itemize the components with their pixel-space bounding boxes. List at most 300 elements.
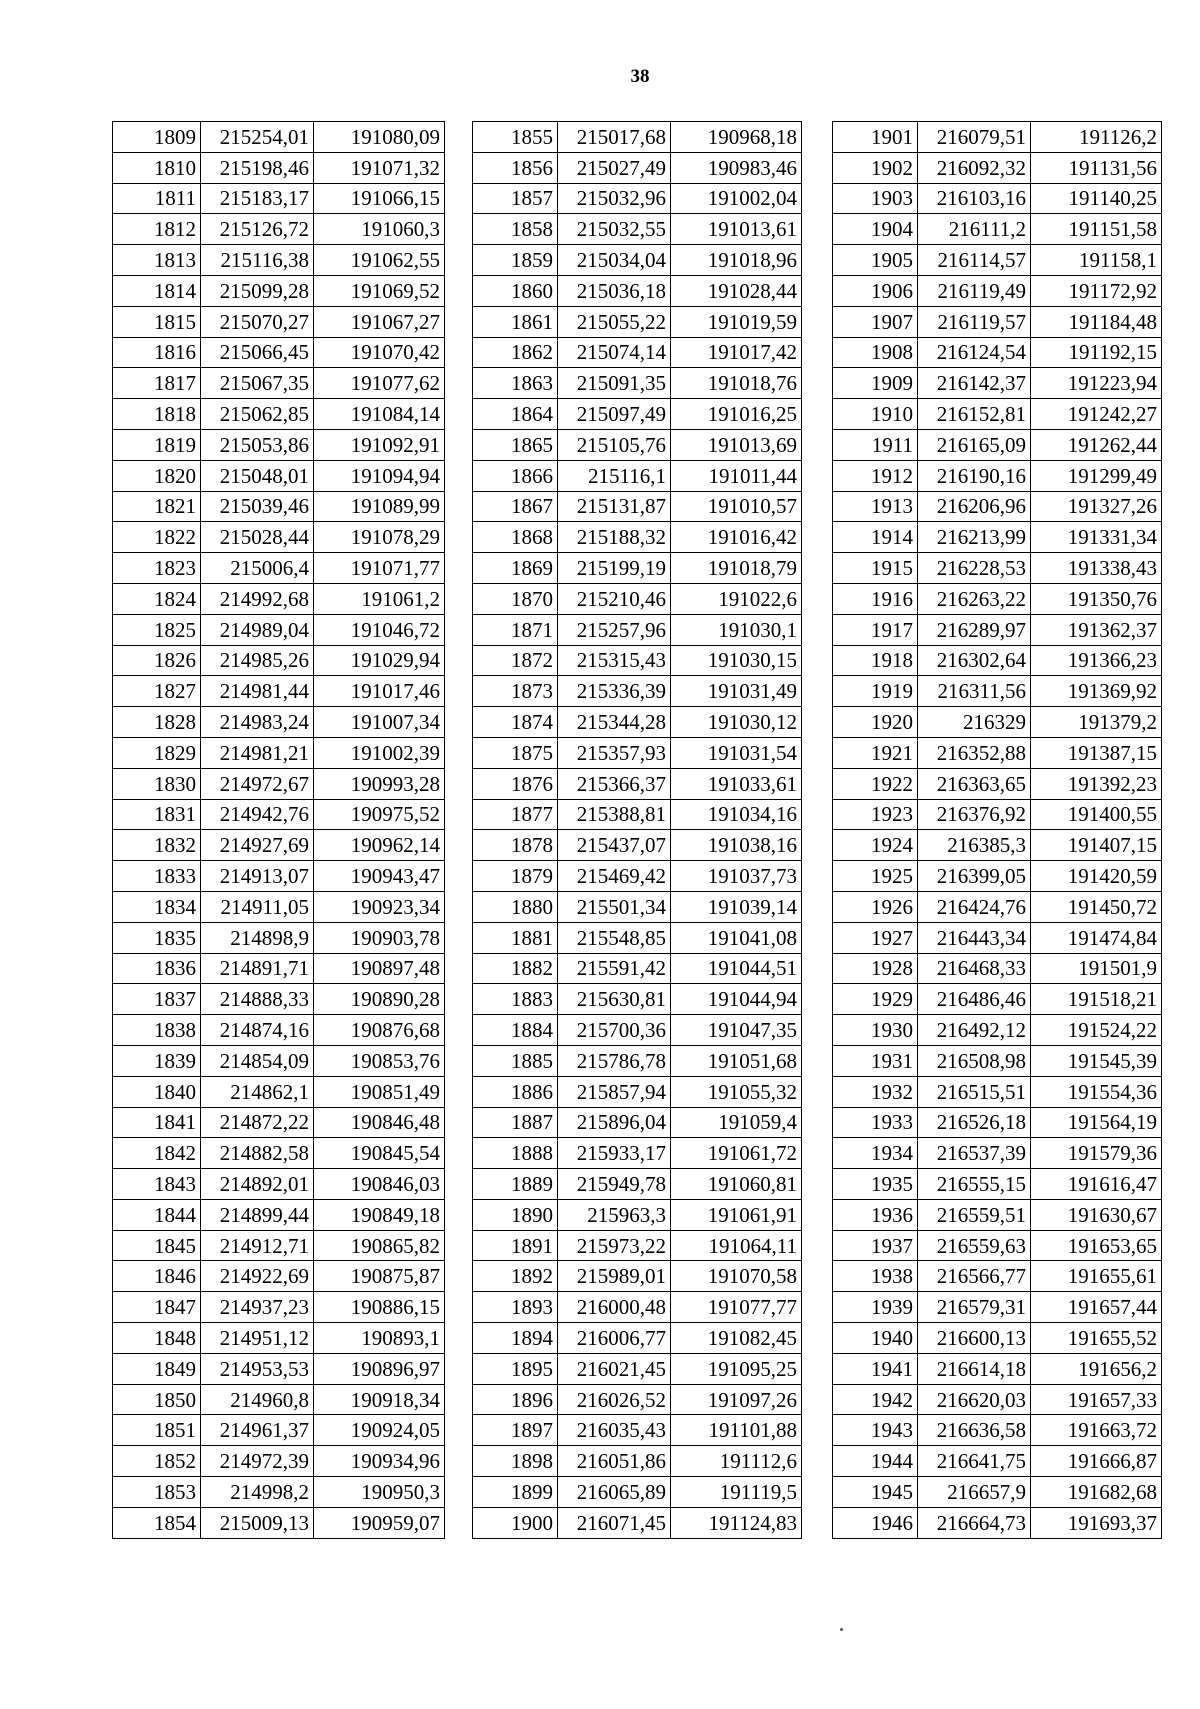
point-number-cell: 1901 (833, 122, 918, 153)
x-coordinate-cell: 215896,04 (558, 1107, 671, 1138)
table-row (473, 830, 802, 861)
table-row (473, 214, 802, 245)
point-number-cell: 1935 (833, 1169, 918, 1200)
x-coordinate-cell: 216555,15 (918, 1169, 1031, 1200)
point-number-cell: 1944 (833, 1446, 918, 1477)
point-number-cell: 1844 (113, 1199, 201, 1230)
y-coordinate-cell: 190853,76 (314, 1045, 445, 1076)
x-coordinate-cell: 216579,31 (918, 1292, 1031, 1323)
y-coordinate-cell: 191061,91 (671, 1199, 802, 1230)
y-coordinate-cell: 191038,16 (671, 830, 802, 861)
table-row (473, 1015, 802, 1046)
point-number-cell: 1828 (113, 707, 201, 738)
table-row (473, 1384, 802, 1415)
point-number-cell: 1906 (833, 275, 918, 306)
x-coordinate-cell: 216559,63 (918, 1230, 1031, 1261)
y-coordinate-cell: 191060,81 (671, 1169, 802, 1200)
point-number-cell: 1941 (833, 1353, 918, 1384)
x-coordinate-cell: 214953,53 (201, 1353, 314, 1384)
table-row (833, 399, 1162, 430)
table-row (833, 861, 1162, 892)
point-number-cell: 1853 (113, 1477, 201, 1508)
x-coordinate-cell: 216657,9 (918, 1477, 1031, 1508)
point-number-cell: 1843 (113, 1169, 201, 1200)
table-row (113, 275, 445, 306)
table-row (833, 583, 1162, 614)
y-coordinate-cell: 191657,44 (1031, 1292, 1162, 1323)
x-coordinate-cell: 214862,1 (201, 1076, 314, 1107)
point-number-cell: 1908 (833, 337, 918, 368)
y-coordinate-cell: 191092,91 (314, 429, 445, 460)
table-row (833, 1292, 1162, 1323)
x-coordinate-cell: 214872,22 (201, 1107, 314, 1138)
y-coordinate-cell: 191044,94 (671, 984, 802, 1015)
point-number-cell: 1860 (473, 275, 558, 306)
point-number-cell: 1865 (473, 429, 558, 460)
point-number-cell: 1840 (113, 1076, 201, 1107)
point-number-cell: 1849 (113, 1353, 201, 1384)
y-coordinate-cell: 191474,84 (1031, 922, 1162, 953)
point-number-cell: 1816 (113, 337, 201, 368)
coordinates-table-2 (472, 121, 802, 1539)
point-number-cell: 1842 (113, 1138, 201, 1169)
point-number-cell: 1809 (113, 122, 201, 153)
x-coordinate-cell: 216079,51 (918, 122, 1031, 153)
point-number-cell: 1896 (473, 1384, 558, 1415)
y-coordinate-cell: 191327,26 (1031, 491, 1162, 522)
table-row (113, 922, 445, 953)
x-coordinate-cell: 216142,37 (918, 368, 1031, 399)
table-row (113, 1353, 445, 1384)
table-row (833, 1477, 1162, 1508)
point-number-cell: 1903 (833, 183, 918, 214)
point-number-cell: 1927 (833, 922, 918, 953)
x-coordinate-cell: 215074,14 (558, 337, 671, 368)
table-row (833, 707, 1162, 738)
table-row (473, 1199, 802, 1230)
y-coordinate-cell: 191067,27 (314, 306, 445, 337)
table-row (833, 183, 1162, 214)
x-coordinate-cell: 214892,01 (201, 1169, 314, 1200)
point-number-cell: 1929 (833, 984, 918, 1015)
table-row (473, 152, 802, 183)
x-coordinate-cell: 214972,67 (201, 768, 314, 799)
y-coordinate-cell: 191047,35 (671, 1015, 802, 1046)
point-number-cell: 1829 (113, 737, 201, 768)
x-coordinate-cell: 215188,32 (558, 522, 671, 553)
x-coordinate-cell: 216119,49 (918, 275, 1031, 306)
table-row (113, 429, 445, 460)
x-coordinate-cell: 214874,16 (201, 1015, 314, 1046)
point-number-cell: 1862 (473, 337, 558, 368)
table-row (833, 460, 1162, 491)
table-row (473, 984, 802, 1015)
table-row (473, 645, 802, 676)
table-row (833, 891, 1162, 922)
y-coordinate-cell: 191579,36 (1031, 1138, 1162, 1169)
point-number-cell: 1848 (113, 1323, 201, 1354)
point-number-cell: 1859 (473, 245, 558, 276)
point-number-cell: 1813 (113, 245, 201, 276)
point-number-cell: 1884 (473, 1015, 558, 1046)
table-row (113, 614, 445, 645)
point-number-cell: 1811 (113, 183, 201, 214)
table-row (833, 368, 1162, 399)
x-coordinate-cell: 216111,2 (918, 214, 1031, 245)
y-coordinate-cell: 190846,48 (314, 1107, 445, 1138)
point-number-cell: 1875 (473, 737, 558, 768)
x-coordinate-cell: 216352,88 (918, 737, 1031, 768)
point-number-cell: 1854 (113, 1507, 201, 1538)
x-coordinate-cell: 215032,96 (558, 183, 671, 214)
point-number-cell: 1920 (833, 707, 918, 738)
x-coordinate-cell: 215989,01 (558, 1261, 671, 1292)
y-coordinate-cell: 191158,1 (1031, 245, 1162, 276)
x-coordinate-cell: 215062,85 (201, 399, 314, 430)
x-coordinate-cell: 215055,22 (558, 306, 671, 337)
table-row (833, 522, 1162, 553)
point-number-cell: 1894 (473, 1323, 558, 1354)
table-row (113, 645, 445, 676)
x-coordinate-cell: 215591,42 (558, 953, 671, 984)
table-row (113, 1199, 445, 1230)
y-coordinate-cell: 191011,44 (671, 460, 802, 491)
table-row (113, 707, 445, 738)
y-coordinate-cell: 190876,68 (314, 1015, 445, 1046)
table-row (833, 799, 1162, 830)
table-row (113, 368, 445, 399)
table-row (833, 1169, 1162, 1200)
table-row (473, 737, 802, 768)
point-number-cell: 1874 (473, 707, 558, 738)
x-coordinate-cell: 215116,1 (558, 460, 671, 491)
x-coordinate-cell: 215949,78 (558, 1169, 671, 1200)
point-number-cell: 1893 (473, 1292, 558, 1323)
stray-mark (840, 1628, 843, 1631)
x-coordinate-cell: 215066,45 (201, 337, 314, 368)
table-row (473, 799, 802, 830)
table-row (113, 830, 445, 861)
x-coordinate-cell: 216566,77 (918, 1261, 1031, 1292)
point-number-cell: 1834 (113, 891, 201, 922)
x-coordinate-cell: 215315,43 (558, 645, 671, 676)
point-number-cell: 1881 (473, 922, 558, 953)
y-coordinate-cell: 191070,58 (671, 1261, 802, 1292)
y-coordinate-cell: 190875,87 (314, 1261, 445, 1292)
point-number-cell: 1934 (833, 1138, 918, 1169)
y-coordinate-cell: 191151,58 (1031, 214, 1162, 245)
point-number-cell: 1852 (113, 1446, 201, 1477)
table-row (833, 1415, 1162, 1446)
y-coordinate-cell: 191017,46 (314, 676, 445, 707)
table-row (833, 1353, 1162, 1384)
x-coordinate-cell: 215070,27 (201, 306, 314, 337)
y-coordinate-cell: 191350,76 (1031, 583, 1162, 614)
table-row (113, 460, 445, 491)
x-coordinate-cell: 215857,94 (558, 1076, 671, 1107)
point-number-cell: 1913 (833, 491, 918, 522)
table-row (833, 614, 1162, 645)
table-row (473, 306, 802, 337)
y-coordinate-cell: 191080,09 (314, 122, 445, 153)
table-row (113, 891, 445, 922)
x-coordinate-cell: 215039,46 (201, 491, 314, 522)
y-coordinate-cell: 191518,21 (1031, 984, 1162, 1015)
x-coordinate-cell: 215388,81 (558, 799, 671, 830)
point-number-cell: 1879 (473, 861, 558, 892)
x-coordinate-cell: 215336,39 (558, 676, 671, 707)
table-row (473, 861, 802, 892)
y-coordinate-cell: 191061,72 (671, 1138, 802, 1169)
point-number-cell: 1899 (473, 1477, 558, 1508)
table-row (113, 676, 445, 707)
y-coordinate-cell: 191018,96 (671, 245, 802, 276)
table-row (113, 214, 445, 245)
y-coordinate-cell: 190890,28 (314, 984, 445, 1015)
x-coordinate-cell: 216006,77 (558, 1323, 671, 1354)
x-coordinate-cell: 216486,46 (918, 984, 1031, 1015)
x-coordinate-cell: 214985,26 (201, 645, 314, 676)
table-row (833, 491, 1162, 522)
point-number-cell: 1932 (833, 1076, 918, 1107)
x-coordinate-cell: 216026,52 (558, 1384, 671, 1415)
y-coordinate-cell: 191379,2 (1031, 707, 1162, 738)
table-row (833, 1446, 1162, 1477)
table-row (113, 1384, 445, 1415)
table-row (113, 1261, 445, 1292)
page-number: 38 (630, 66, 650, 87)
point-number-cell: 1916 (833, 583, 918, 614)
x-coordinate-cell: 215344,28 (558, 707, 671, 738)
point-number-cell: 1870 (473, 583, 558, 614)
y-coordinate-cell: 191041,08 (671, 922, 802, 953)
x-coordinate-cell: 216114,57 (918, 245, 1031, 276)
table-row (473, 614, 802, 645)
x-coordinate-cell: 216363,65 (918, 768, 1031, 799)
y-coordinate-cell: 191693,37 (1031, 1507, 1162, 1538)
point-number-cell: 1880 (473, 891, 558, 922)
y-coordinate-cell: 191077,77 (671, 1292, 802, 1323)
point-number-cell: 1823 (113, 553, 201, 584)
x-coordinate-cell: 214972,39 (201, 1446, 314, 1477)
y-coordinate-cell: 191002,04 (671, 183, 802, 214)
y-coordinate-cell: 191051,68 (671, 1045, 802, 1076)
x-coordinate-cell: 216641,75 (918, 1446, 1031, 1477)
y-coordinate-cell: 191018,79 (671, 553, 802, 584)
x-coordinate-cell: 216302,64 (918, 645, 1031, 676)
point-number-cell: 1936 (833, 1199, 918, 1230)
point-number-cell: 1864 (473, 399, 558, 430)
y-coordinate-cell: 191071,32 (314, 152, 445, 183)
x-coordinate-cell: 216124,54 (918, 337, 1031, 368)
table-row (473, 1477, 802, 1508)
x-coordinate-cell: 216213,99 (918, 522, 1031, 553)
x-coordinate-cell: 215437,07 (558, 830, 671, 861)
y-coordinate-cell: 191655,61 (1031, 1261, 1162, 1292)
point-number-cell: 1917 (833, 614, 918, 645)
point-number-cell: 1810 (113, 152, 201, 183)
x-coordinate-cell: 216515,51 (918, 1076, 1031, 1107)
point-number-cell: 1942 (833, 1384, 918, 1415)
point-number-cell: 1814 (113, 275, 201, 306)
y-coordinate-cell: 191331,34 (1031, 522, 1162, 553)
y-coordinate-cell: 191055,32 (671, 1076, 802, 1107)
point-number-cell: 1890 (473, 1199, 558, 1230)
y-coordinate-cell: 191564,19 (1031, 1107, 1162, 1138)
x-coordinate-cell: 216614,18 (918, 1353, 1031, 1384)
table-row (473, 368, 802, 399)
point-number-cell: 1909 (833, 368, 918, 399)
x-coordinate-cell: 215501,34 (558, 891, 671, 922)
x-coordinate-cell: 214989,04 (201, 614, 314, 645)
point-number-cell: 1925 (833, 861, 918, 892)
table-row (113, 984, 445, 1015)
table-row (473, 399, 802, 430)
point-number-cell: 1904 (833, 214, 918, 245)
table-row (833, 1507, 1162, 1538)
x-coordinate-cell: 216537,39 (918, 1138, 1031, 1169)
y-coordinate-cell: 191655,52 (1031, 1323, 1162, 1354)
y-coordinate-cell: 191657,33 (1031, 1384, 1162, 1415)
x-coordinate-cell: 215198,46 (201, 152, 314, 183)
y-coordinate-cell: 191630,67 (1031, 1199, 1162, 1230)
y-coordinate-cell: 191501,9 (1031, 953, 1162, 984)
y-coordinate-cell: 190845,54 (314, 1138, 445, 1169)
y-coordinate-cell: 191131,56 (1031, 152, 1162, 183)
y-coordinate-cell: 191030,12 (671, 707, 802, 738)
x-coordinate-cell: 214960,8 (201, 1384, 314, 1415)
point-number-cell: 1835 (113, 922, 201, 953)
x-coordinate-cell: 216021,45 (558, 1353, 671, 1384)
x-coordinate-cell: 215116,38 (201, 245, 314, 276)
x-coordinate-cell: 215254,01 (201, 122, 314, 153)
x-coordinate-cell: 215091,35 (558, 368, 671, 399)
y-coordinate-cell: 191097,26 (671, 1384, 802, 1415)
table-row (473, 491, 802, 522)
table-row (473, 460, 802, 491)
x-coordinate-cell: 215009,13 (201, 1507, 314, 1538)
y-coordinate-cell: 190893,1 (314, 1323, 445, 1354)
y-coordinate-cell: 191013,69 (671, 429, 802, 460)
table-row (833, 922, 1162, 953)
point-number-cell: 1873 (473, 676, 558, 707)
x-coordinate-cell: 214951,12 (201, 1323, 314, 1354)
y-coordinate-cell: 191124,83 (671, 1507, 802, 1538)
y-coordinate-cell: 191039,14 (671, 891, 802, 922)
point-number-cell: 1878 (473, 830, 558, 861)
table-row (833, 830, 1162, 861)
y-coordinate-cell: 191016,42 (671, 522, 802, 553)
point-number-cell: 1926 (833, 891, 918, 922)
y-coordinate-cell: 191034,16 (671, 799, 802, 830)
point-number-cell: 1817 (113, 368, 201, 399)
table-row (113, 953, 445, 984)
point-number-cell: 1933 (833, 1107, 918, 1138)
table-row (833, 1076, 1162, 1107)
point-number-cell: 1924 (833, 830, 918, 861)
table-row (833, 645, 1162, 676)
x-coordinate-cell: 215963,3 (558, 1199, 671, 1230)
y-coordinate-cell: 191656,2 (1031, 1353, 1162, 1384)
y-coordinate-cell: 191387,15 (1031, 737, 1162, 768)
point-number-cell: 1832 (113, 830, 201, 861)
y-coordinate-cell: 191126,2 (1031, 122, 1162, 153)
x-coordinate-cell: 216165,09 (918, 429, 1031, 460)
point-number-cell: 1910 (833, 399, 918, 430)
table-row (833, 245, 1162, 276)
point-number-cell: 1940 (833, 1323, 918, 1354)
table-row (833, 122, 1162, 153)
y-coordinate-cell: 190865,82 (314, 1230, 445, 1261)
y-coordinate-cell: 191192,15 (1031, 337, 1162, 368)
point-number-cell: 1841 (113, 1107, 201, 1138)
y-coordinate-cell: 190886,15 (314, 1292, 445, 1323)
y-coordinate-cell: 190918,34 (314, 1384, 445, 1415)
y-coordinate-cell: 191663,72 (1031, 1415, 1162, 1446)
table-row (473, 1415, 802, 1446)
x-coordinate-cell: 214981,21 (201, 737, 314, 768)
x-coordinate-cell: 215067,35 (201, 368, 314, 399)
x-coordinate-cell: 215097,49 (558, 399, 671, 430)
x-coordinate-cell: 215006,4 (201, 553, 314, 584)
x-coordinate-cell: 215099,28 (201, 275, 314, 306)
y-coordinate-cell: 191007,34 (314, 707, 445, 738)
point-number-cell: 1891 (473, 1230, 558, 1261)
point-number-cell: 1815 (113, 306, 201, 337)
x-coordinate-cell: 216051,86 (558, 1446, 671, 1477)
table-row (473, 891, 802, 922)
point-number-cell: 1912 (833, 460, 918, 491)
point-number-cell: 1945 (833, 1477, 918, 1508)
table-row (113, 491, 445, 522)
y-coordinate-cell: 190897,48 (314, 953, 445, 984)
point-number-cell: 1819 (113, 429, 201, 460)
coordinates-table-3 (832, 121, 1162, 1539)
point-number-cell: 1845 (113, 1230, 201, 1261)
table-row (113, 583, 445, 614)
table-row (113, 399, 445, 430)
table-row (473, 1230, 802, 1261)
x-coordinate-cell: 216228,53 (918, 553, 1031, 584)
y-coordinate-cell: 190923,34 (314, 891, 445, 922)
y-coordinate-cell: 191392,23 (1031, 768, 1162, 799)
y-coordinate-cell: 191101,88 (671, 1415, 802, 1446)
point-number-cell: 1895 (473, 1353, 558, 1384)
table-row (113, 245, 445, 276)
x-coordinate-cell: 214983,24 (201, 707, 314, 738)
point-number-cell: 1898 (473, 1446, 558, 1477)
point-number-cell: 1827 (113, 676, 201, 707)
y-coordinate-cell: 191060,3 (314, 214, 445, 245)
point-number-cell: 1919 (833, 676, 918, 707)
y-coordinate-cell: 191407,15 (1031, 830, 1162, 861)
table-row (473, 676, 802, 707)
x-coordinate-cell: 216468,33 (918, 953, 1031, 984)
x-coordinate-cell: 215028,44 (201, 522, 314, 553)
x-coordinate-cell: 216119,57 (918, 306, 1031, 337)
point-number-cell: 1824 (113, 583, 201, 614)
x-coordinate-cell: 216103,16 (918, 183, 1031, 214)
x-coordinate-cell: 216443,34 (918, 922, 1031, 953)
x-coordinate-cell: 215199,19 (558, 553, 671, 584)
point-number-cell: 1876 (473, 768, 558, 799)
point-number-cell: 1889 (473, 1169, 558, 1200)
table-row (113, 122, 445, 153)
y-coordinate-cell: 191420,59 (1031, 861, 1162, 892)
y-coordinate-cell: 191028,44 (671, 275, 802, 306)
x-coordinate-cell: 216664,73 (918, 1507, 1031, 1538)
x-coordinate-cell: 214961,37 (201, 1415, 314, 1446)
